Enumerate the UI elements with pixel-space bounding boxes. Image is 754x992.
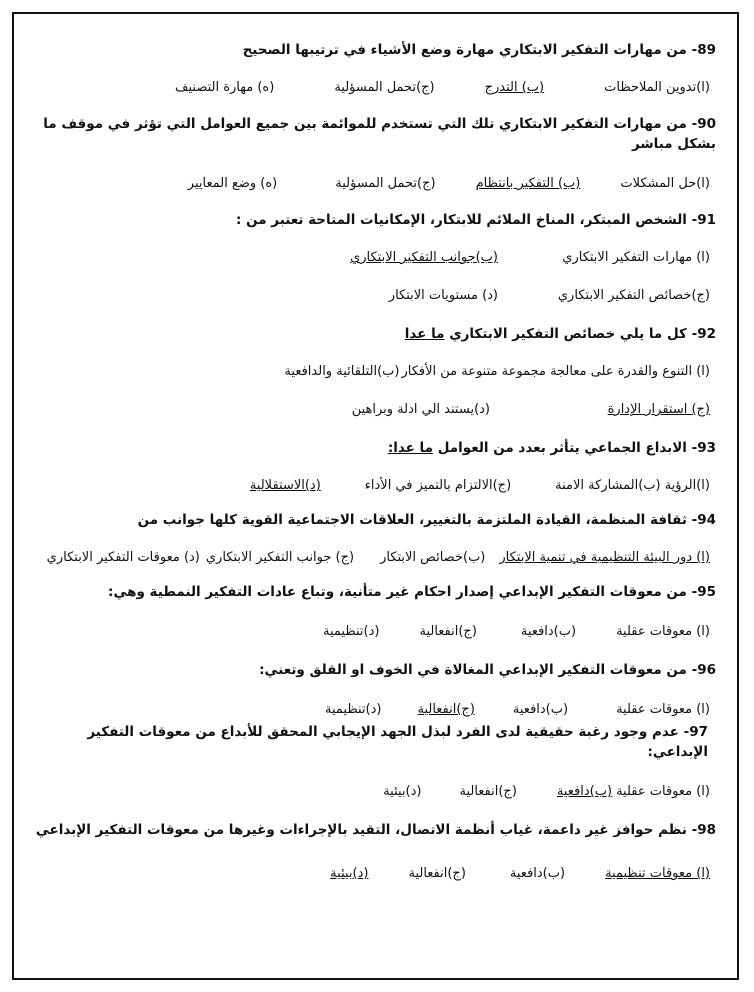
option-d: (د)بيئية [383, 784, 422, 799]
question-text: كل ما يلي خصائص التفكير الابتكاري [449, 326, 687, 342]
options-row [28, 400, 716, 420]
option-a: (ا) معوقات عقلية [616, 784, 710, 799]
option-d: (ه) مهارة التصنيف [175, 80, 275, 95]
question-text: من معوقات التفكير الإبداعي إصدار احكام غير متأنية، وتباع عادات التفكير النمطية وهي: [108, 584, 687, 600]
option-c: (ج)انفعالية [459, 784, 517, 799]
option-b: (ب)التلقائية والدافعية [284, 364, 400, 379]
option-c: (ج)انفعالية [417, 702, 475, 717]
option-c: (ج)انفعالية [419, 624, 477, 639]
option-c: (ج)تحمل المسؤلية [334, 80, 435, 95]
option-a: (ا) دور البيئة التنظيمية في تنمية الابتكار [499, 550, 710, 565]
option-a: (ا)حل المشكلات [620, 176, 710, 191]
option-a: (ا) معوقات عقلية [616, 624, 710, 639]
question-95 [28, 582, 716, 642]
question-number: 95- [691, 584, 716, 600]
question-number: 98- [691, 822, 716, 838]
question-text: من معوقات التفكير الإبداعي المغالاة في الخوف او القلق وتعني: [259, 662, 687, 678]
options-row [28, 782, 716, 802]
question-92 [28, 324, 716, 420]
option-a: (ا) مهارات التفكير الابتكاري [562, 250, 710, 265]
question-stem [28, 324, 716, 344]
option-b: (ب)المشاركة الامنة [555, 478, 661, 493]
question-91 [28, 210, 716, 306]
options-row [28, 286, 716, 306]
question-number: 93- [691, 440, 716, 456]
option-d: (د)الاستقلالية [249, 478, 321, 493]
question-text: عدم وجود رغبة حقيقية لدى الفرد لبذل الجهد الإيجابي المحقق للأبداع من معوقات التفكير الإبداعي: [87, 724, 708, 760]
question-number: 97- [683, 724, 708, 740]
option-a: (ا) معوقات تنظيمية [605, 866, 710, 881]
question-text: ثقافة المنظمة، القيادة الملتزمة بالتغيير، العلاقات الاجتماعية القوية كلها جوانب من [137, 512, 687, 528]
options-row [28, 174, 716, 194]
options-row [28, 362, 716, 382]
question-96 [28, 660, 716, 720]
option-d: (د)تنظيمية [323, 624, 380, 639]
option-d: (د)يستند الي ادلة وبراهين [351, 402, 490, 417]
question-89 [28, 40, 716, 98]
option-a: (ا)الرؤية [664, 478, 710, 493]
question-stem [28, 438, 716, 458]
option-a: (ا) التنوع والقدرة على معالجة مجموعة متنوعة من الأفكار [401, 364, 710, 379]
option-d: (ه) وضع المعايير [187, 176, 278, 191]
question-text: من مهارات التفكير الابتكاري مهارة وضع الأشياء في ترتيبها الصحيح [242, 42, 687, 58]
question-98 [28, 820, 716, 884]
question-stem [28, 660, 716, 680]
question-number: 91- [691, 212, 716, 228]
question-text: الشخص المبتكر، المناخ الملائم للابتكار، الإمكانيات المتاحة تعتبر من : [236, 212, 687, 228]
options-row [28, 78, 716, 98]
option-b: (ب)جوانب التفكير الابتكاري [350, 250, 498, 265]
question-text: الابداع الجماعي يتأثر بعدد من العوامل [437, 440, 687, 456]
option-b: (ب)دافعية [509, 866, 566, 881]
question-94 [28, 510, 716, 568]
question-number: 89- [691, 42, 716, 58]
option-b: (ب)دافعية [520, 624, 577, 639]
question-number: 92- [691, 326, 716, 342]
question-93 [28, 438, 716, 496]
options-row [28, 700, 716, 720]
option-d: (د)تنظيمية [325, 702, 382, 717]
options-row [28, 864, 716, 884]
question-97 [28, 722, 716, 802]
option-c: (ج)تحمل المسؤلية [335, 176, 436, 191]
option-b: (ب)خصائص الابتكار [380, 550, 486, 565]
question-stem [28, 582, 716, 602]
option-d: (د)بيئية [330, 866, 369, 881]
option-d: (د) معوقات التفكير الابتكاري [46, 550, 200, 565]
except-marker: ما عدا: [387, 440, 433, 456]
option-c: (ج)خصائص التفكير الابتكاري [557, 288, 710, 303]
options-row [0, 548, 716, 568]
option-b: (ب) التدرج [484, 80, 545, 95]
question-stem [28, 722, 708, 762]
option-c: (ج) جوانب التفكير الابتكاري [205, 550, 355, 565]
except-marker: ما عدا [404, 326, 445, 342]
question-stem [28, 210, 716, 230]
option-a: (ا) معوقات عقلية [616, 702, 710, 717]
question-stem [28, 114, 716, 154]
question-number: 90- [691, 116, 716, 132]
question-text: نظم حوافز غير داعمة، غياب أنظمة الاتصال، التقيد بالإجراءات وغيرها من معوقات التفكير الإبداعي [35, 822, 687, 838]
options-row [28, 248, 716, 268]
option-c: (ج)انفعالية [408, 866, 466, 881]
exam-page [28, 40, 716, 884]
option-d: (د) مستويات الابتكار [388, 288, 498, 303]
option-c: (ج) استقرار الإدارة [607, 402, 710, 417]
option-a: (ا)تدوين الملاحظات [604, 80, 710, 95]
question-stem [28, 820, 716, 840]
option-b: (ب)دافعية [556, 784, 613, 799]
options-row [28, 476, 716, 496]
option-c: (ج)الالتزام بالتميز في الأداء [364, 478, 512, 493]
question-90 [28, 114, 716, 194]
question-stem [28, 40, 716, 60]
options-row [28, 622, 716, 642]
question-stem [28, 510, 716, 530]
question-text: من مهارات التفكير الابتكاري تلك التي تستخدم للموائمة بين جميع العوامل التي تؤثر في موقف ما بشكل مباشر [43, 116, 716, 152]
question-number: 96- [691, 662, 716, 678]
option-b: (ب)دافعية [512, 702, 569, 717]
question-number: 94- [691, 512, 716, 528]
option-b: (ب) التفكير بانتظام [475, 176, 581, 191]
